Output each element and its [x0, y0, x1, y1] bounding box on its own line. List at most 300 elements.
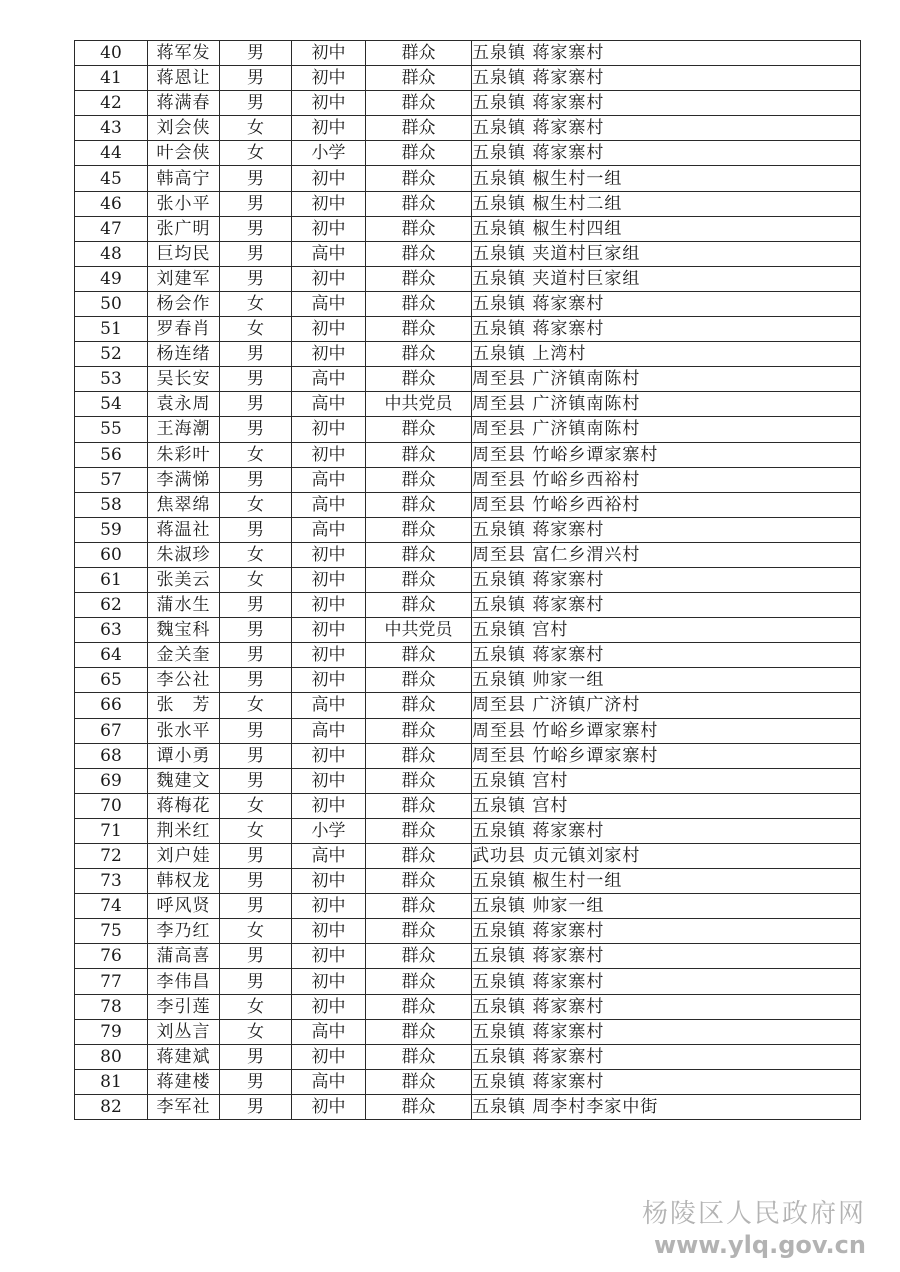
- cell-name: 韩权龙: [148, 869, 220, 894]
- cell-number: 54: [75, 392, 148, 417]
- cell-name: 朱彩叶: [148, 442, 220, 467]
- table-row: [75, 643, 861, 668]
- cell-gender: 女: [220, 542, 292, 567]
- table-row: [75, 994, 861, 1019]
- cell-education: 初中: [292, 567, 366, 592]
- cell-education: 高中: [292, 844, 366, 869]
- cell-number: 76: [75, 944, 148, 969]
- cell-political-status: 群众: [366, 417, 472, 442]
- cell-name: 蒋建斌: [148, 1044, 220, 1069]
- cell-gender: 男: [220, 342, 292, 367]
- cell-education: 高中: [292, 291, 366, 316]
- cell-education: 初中: [292, 919, 366, 944]
- cell-address: 周至县 竹峪乡谭家寨村: [472, 718, 861, 743]
- cell-number: 80: [75, 1044, 148, 1069]
- cell-gender: 女: [220, 793, 292, 818]
- cell-education: 小学: [292, 141, 366, 166]
- cell-political-status: 群众: [366, 442, 472, 467]
- table-row: [75, 66, 861, 91]
- cell-gender: 男: [220, 417, 292, 442]
- cell-address: 周至县 竹峪乡西裕村: [472, 467, 861, 492]
- cell-gender: 男: [220, 517, 292, 542]
- cell-education: 高中: [292, 492, 366, 517]
- table-row: [75, 869, 861, 894]
- cell-name: 魏宝科: [148, 618, 220, 643]
- cell-gender: 女: [220, 141, 292, 166]
- table-row: [75, 467, 861, 492]
- cell-address: 五泉镇 蒋家寨村: [472, 116, 861, 141]
- cell-address: 五泉镇 夹道村巨家组: [472, 241, 861, 266]
- cell-name: 蒋温社: [148, 517, 220, 542]
- cell-number: 52: [75, 342, 148, 367]
- cell-name: 蒋梅花: [148, 793, 220, 818]
- cell-political-status: 群众: [366, 1069, 472, 1094]
- cell-address: 五泉镇 夹道村巨家组: [472, 266, 861, 291]
- watermark-url: www.ylq.gov.cn: [653, 1231, 866, 1259]
- cell-gender: 女: [220, 567, 292, 592]
- cell-name: 朱淑珍: [148, 542, 220, 567]
- cell-gender: 女: [220, 818, 292, 843]
- cell-education: 初中: [292, 869, 366, 894]
- cell-address: 五泉镇 蒋家寨村: [472, 517, 861, 542]
- cell-education: 高中: [292, 1019, 366, 1044]
- cell-education: 初中: [292, 91, 366, 116]
- table-row: [75, 768, 861, 793]
- cell-education: 初中: [292, 793, 366, 818]
- cell-education: 初中: [292, 442, 366, 467]
- cell-number: 42: [75, 91, 148, 116]
- cell-political-status: 群众: [366, 542, 472, 567]
- cell-gender: 女: [220, 693, 292, 718]
- cell-political-status: 群众: [366, 768, 472, 793]
- cell-name: 李满悌: [148, 467, 220, 492]
- cell-gender: 男: [220, 467, 292, 492]
- cell-name: 李引莲: [148, 994, 220, 1019]
- cell-number: 41: [75, 66, 148, 91]
- table-row: [75, 166, 861, 191]
- cell-education: 初中: [292, 894, 366, 919]
- cell-political-status: 群众: [366, 517, 472, 542]
- cell-political-status: 群众: [366, 994, 472, 1019]
- cell-name: 张小平: [148, 191, 220, 216]
- cell-education: 初中: [292, 969, 366, 994]
- cell-name: 刘丛言: [148, 1019, 220, 1044]
- table-row: [75, 593, 861, 618]
- cell-education: 初中: [292, 618, 366, 643]
- cell-political-status: 群众: [366, 317, 472, 342]
- site-watermark: [642, 1198, 866, 1260]
- cell-gender: 男: [220, 743, 292, 768]
- cell-gender: 男: [220, 969, 292, 994]
- cell-address: 五泉镇 蒋家寨村: [472, 291, 861, 316]
- cell-political-status: 群众: [366, 1044, 472, 1069]
- cell-political-status: 群众: [366, 191, 472, 216]
- cell-address: 五泉镇 宫村: [472, 618, 861, 643]
- roster-table: [74, 40, 861, 1120]
- cell-address: 五泉镇 蒋家寨村: [472, 41, 861, 66]
- cell-education: 初中: [292, 166, 366, 191]
- table-row: [75, 618, 861, 643]
- cell-gender: 男: [220, 618, 292, 643]
- cell-gender: 男: [220, 91, 292, 116]
- cell-education: 高中: [292, 718, 366, 743]
- cell-address: 五泉镇 上湾村: [472, 342, 861, 367]
- cell-number: 71: [75, 818, 148, 843]
- cell-number: 70: [75, 793, 148, 818]
- cell-address: 五泉镇 帅家一组: [472, 894, 861, 919]
- table-row: [75, 944, 861, 969]
- cell-education: 初中: [292, 417, 366, 442]
- cell-number: 79: [75, 1019, 148, 1044]
- table-row: [75, 191, 861, 216]
- cell-gender: 女: [220, 1019, 292, 1044]
- table-row: [75, 266, 861, 291]
- cell-education: 高中: [292, 693, 366, 718]
- cell-address: 五泉镇 蒋家寨村: [472, 1019, 861, 1044]
- cell-education: 初中: [292, 41, 366, 66]
- cell-political-status: 群众: [366, 141, 472, 166]
- cell-number: 57: [75, 467, 148, 492]
- cell-political-status: 群众: [366, 241, 472, 266]
- cell-gender: 女: [220, 317, 292, 342]
- table-row: [75, 241, 861, 266]
- cell-name: 叶会侠: [148, 141, 220, 166]
- cell-gender: 女: [220, 994, 292, 1019]
- cell-gender: 男: [220, 894, 292, 919]
- cell-gender: 男: [220, 41, 292, 66]
- table-row: [75, 517, 861, 542]
- cell-political-status: 群众: [366, 66, 472, 91]
- cell-political-status: 群众: [366, 166, 472, 191]
- table-row: [75, 1094, 861, 1119]
- cell-political-status: 群众: [366, 844, 472, 869]
- cell-education: 初中: [292, 66, 366, 91]
- cell-education: 小学: [292, 818, 366, 843]
- cell-address: 五泉镇 蒋家寨村: [472, 643, 861, 668]
- cell-address: 五泉镇 蒋家寨村: [472, 818, 861, 843]
- cell-number: 77: [75, 969, 148, 994]
- cell-address: 周至县 富仁乡渭兴村: [472, 542, 861, 567]
- cell-gender: 男: [220, 191, 292, 216]
- cell-education: 初中: [292, 317, 366, 342]
- cell-number: 64: [75, 643, 148, 668]
- cell-political-status: 群众: [366, 467, 472, 492]
- cell-education: 初中: [292, 266, 366, 291]
- cell-address: 五泉镇 蒋家寨村: [472, 593, 861, 618]
- cell-name: 焦翠绵: [148, 492, 220, 517]
- cell-number: 53: [75, 367, 148, 392]
- cell-name: 巨均民: [148, 241, 220, 266]
- cell-address: 五泉镇 蒋家寨村: [472, 1044, 861, 1069]
- cell-education: 初中: [292, 191, 366, 216]
- roster-table-body: [75, 41, 861, 1120]
- cell-name: 蒲高喜: [148, 944, 220, 969]
- cell-address: 周至县 竹峪乡谭家寨村: [472, 743, 861, 768]
- cell-number: 50: [75, 291, 148, 316]
- cell-education: 初中: [292, 542, 366, 567]
- cell-address: 五泉镇 椒生村一组: [472, 166, 861, 191]
- table-row: [75, 116, 861, 141]
- cell-address: 五泉镇 蒋家寨村: [472, 567, 861, 592]
- cell-address: 五泉镇 蒋家寨村: [472, 1069, 861, 1094]
- cell-name: 金关奎: [148, 643, 220, 668]
- cell-education: 高中: [292, 241, 366, 266]
- cell-gender: 男: [220, 266, 292, 291]
- cell-address: 五泉镇 蒋家寨村: [472, 66, 861, 91]
- cell-education: 初中: [292, 342, 366, 367]
- cell-political-status: 群众: [366, 743, 472, 768]
- cell-gender: 男: [220, 869, 292, 894]
- table-row: [75, 844, 861, 869]
- cell-name: 魏建文: [148, 768, 220, 793]
- table-row: [75, 492, 861, 517]
- cell-address: 五泉镇 椒生村一组: [472, 869, 861, 894]
- cell-gender: 男: [220, 241, 292, 266]
- cell-gender: 女: [220, 116, 292, 141]
- cell-address: 五泉镇 蒋家寨村: [472, 969, 861, 994]
- cell-number: 51: [75, 317, 148, 342]
- table-row: [75, 317, 861, 342]
- table-row: [75, 91, 861, 116]
- table-row: [75, 542, 861, 567]
- document-page: [74, 40, 860, 1120]
- cell-gender: 男: [220, 216, 292, 241]
- cell-address: 五泉镇 宫村: [472, 793, 861, 818]
- cell-name: 刘会侠: [148, 116, 220, 141]
- cell-address: 五泉镇 宫村: [472, 768, 861, 793]
- cell-political-status: 群众: [366, 342, 472, 367]
- cell-education: 高中: [292, 367, 366, 392]
- cell-political-status: 群众: [366, 492, 472, 517]
- cell-political-status: 群众: [366, 567, 472, 592]
- cell-political-status: 群众: [366, 1019, 472, 1044]
- cell-number: 44: [75, 141, 148, 166]
- cell-number: 67: [75, 718, 148, 743]
- cell-number: 62: [75, 593, 148, 618]
- cell-education: 初中: [292, 768, 366, 793]
- cell-gender: 男: [220, 643, 292, 668]
- cell-gender: 男: [220, 668, 292, 693]
- cell-name: 李乃红: [148, 919, 220, 944]
- cell-gender: 男: [220, 1094, 292, 1119]
- cell-number: 81: [75, 1069, 148, 1094]
- cell-name: 张广明: [148, 216, 220, 241]
- cell-name: 李公社: [148, 668, 220, 693]
- cell-gender: 女: [220, 919, 292, 944]
- cell-address: 五泉镇 周李村李家中街: [472, 1094, 861, 1119]
- cell-number: 66: [75, 693, 148, 718]
- cell-gender: 男: [220, 768, 292, 793]
- cell-number: 82: [75, 1094, 148, 1119]
- cell-education: 初中: [292, 668, 366, 693]
- cell-gender: 女: [220, 442, 292, 467]
- cell-education: 初中: [292, 116, 366, 141]
- cell-name: 蒋满春: [148, 91, 220, 116]
- table-row: [75, 41, 861, 66]
- cell-name: 杨会作: [148, 291, 220, 316]
- cell-address: 武功县 贞元镇刘家村: [472, 844, 861, 869]
- cell-number: 75: [75, 919, 148, 944]
- cell-political-status: 群众: [366, 693, 472, 718]
- cell-name: 蒋建楼: [148, 1069, 220, 1094]
- cell-number: 40: [75, 41, 148, 66]
- cell-number: 68: [75, 743, 148, 768]
- cell-name: 荆米红: [148, 818, 220, 843]
- table-row: [75, 1019, 861, 1044]
- table-row: [75, 793, 861, 818]
- table-row: [75, 743, 861, 768]
- cell-political-status: 群众: [366, 894, 472, 919]
- cell-address: 五泉镇 椒生村二组: [472, 191, 861, 216]
- cell-address: 五泉镇 蒋家寨村: [472, 919, 861, 944]
- cell-education: 初中: [292, 944, 366, 969]
- cell-gender: 男: [220, 367, 292, 392]
- cell-address: 周至县 竹峪乡西裕村: [472, 492, 861, 517]
- cell-gender: 男: [220, 844, 292, 869]
- cell-gender: 男: [220, 593, 292, 618]
- cell-number: 49: [75, 266, 148, 291]
- cell-number: 43: [75, 116, 148, 141]
- cell-number: 65: [75, 668, 148, 693]
- cell-name: 张 芳: [148, 693, 220, 718]
- cell-gender: 男: [220, 718, 292, 743]
- cell-number: 63: [75, 618, 148, 643]
- cell-name: 杨连绪: [148, 342, 220, 367]
- cell-number: 59: [75, 517, 148, 542]
- cell-gender: 女: [220, 291, 292, 316]
- table-row: [75, 367, 861, 392]
- cell-name: 吴长安: [148, 367, 220, 392]
- cell-name: 罗春肖: [148, 317, 220, 342]
- cell-political-status: 群众: [366, 593, 472, 618]
- cell-number: 47: [75, 216, 148, 241]
- table-row: [75, 1069, 861, 1094]
- cell-name: 韩高宁: [148, 166, 220, 191]
- cell-gender: 男: [220, 1044, 292, 1069]
- cell-gender: 男: [220, 1069, 292, 1094]
- cell-political-status: 群众: [366, 944, 472, 969]
- cell-political-status: 群众: [366, 668, 472, 693]
- cell-name: 王海潮: [148, 417, 220, 442]
- table-row: [75, 718, 861, 743]
- cell-name: 袁永周: [148, 392, 220, 417]
- cell-name: 李军社: [148, 1094, 220, 1119]
- cell-name: 呼风贤: [148, 894, 220, 919]
- table-row: [75, 417, 861, 442]
- cell-political-status: 群众: [366, 116, 472, 141]
- cell-number: 61: [75, 567, 148, 592]
- table-row: [75, 668, 861, 693]
- cell-political-status: 群众: [366, 367, 472, 392]
- cell-gender: 男: [220, 944, 292, 969]
- cell-name: 张水平: [148, 718, 220, 743]
- cell-number: 55: [75, 417, 148, 442]
- cell-gender: 女: [220, 492, 292, 517]
- cell-education: 初中: [292, 593, 366, 618]
- table-row: [75, 342, 861, 367]
- table-row: [75, 141, 861, 166]
- cell-number: 72: [75, 844, 148, 869]
- cell-number: 48: [75, 241, 148, 266]
- cell-address: 周至县 竹峪乡谭家寨村: [472, 442, 861, 467]
- cell-address: 周至县 广济镇南陈村: [472, 367, 861, 392]
- cell-political-status: 群众: [366, 969, 472, 994]
- cell-education: 初中: [292, 1044, 366, 1069]
- cell-number: 73: [75, 869, 148, 894]
- cell-number: 60: [75, 542, 148, 567]
- cell-gender: 男: [220, 66, 292, 91]
- cell-name: 蒋恩让: [148, 66, 220, 91]
- table-row: [75, 818, 861, 843]
- table-row: [75, 442, 861, 467]
- cell-address: 五泉镇 椒生村四组: [472, 216, 861, 241]
- cell-address: 周至县 广济镇南陈村: [472, 417, 861, 442]
- cell-address: 五泉镇 蒋家寨村: [472, 91, 861, 116]
- cell-address: 五泉镇 蒋家寨村: [472, 944, 861, 969]
- cell-number: 78: [75, 994, 148, 1019]
- table-row: [75, 392, 861, 417]
- cell-name: 刘户娃: [148, 844, 220, 869]
- cell-address: 五泉镇 蒋家寨村: [472, 317, 861, 342]
- cell-education: 初中: [292, 643, 366, 668]
- cell-education: 高中: [292, 1069, 366, 1094]
- table-row: [75, 919, 861, 944]
- cell-political-status: 群众: [366, 818, 472, 843]
- cell-education: 高中: [292, 517, 366, 542]
- cell-name: 蒋军发: [148, 41, 220, 66]
- cell-name: 谭小勇: [148, 743, 220, 768]
- cell-education: 高中: [292, 467, 366, 492]
- cell-name: 张美云: [148, 567, 220, 592]
- cell-education: 初中: [292, 1094, 366, 1119]
- cell-political-status: 群众: [366, 216, 472, 241]
- cell-name: 刘建军: [148, 266, 220, 291]
- cell-number: 56: [75, 442, 148, 467]
- cell-gender: 男: [220, 166, 292, 191]
- cell-number: 74: [75, 894, 148, 919]
- cell-number: 46: [75, 191, 148, 216]
- table-row: [75, 1044, 861, 1069]
- cell-political-status: 群众: [366, 643, 472, 668]
- table-row: [75, 894, 861, 919]
- cell-address: 周至县 广济镇广济村: [472, 693, 861, 718]
- cell-education: 初中: [292, 743, 366, 768]
- cell-number: 69: [75, 768, 148, 793]
- cell-political-status: 中共党员: [366, 392, 472, 417]
- table-row: [75, 216, 861, 241]
- cell-political-status: 群众: [366, 41, 472, 66]
- cell-education: 高中: [292, 392, 366, 417]
- cell-number: 58: [75, 492, 148, 517]
- cell-political-status: 群众: [366, 793, 472, 818]
- watermark-site-name: 杨陵区人民政府网: [641, 1199, 866, 1229]
- cell-political-status: 群众: [366, 91, 472, 116]
- cell-address: 五泉镇 蒋家寨村: [472, 141, 861, 166]
- cell-political-status: 中共党员: [366, 618, 472, 643]
- cell-education: 初中: [292, 994, 366, 1019]
- table-row: [75, 969, 861, 994]
- cell-name: 蒲水生: [148, 593, 220, 618]
- table-row: [75, 693, 861, 718]
- cell-political-status: 群众: [366, 266, 472, 291]
- cell-gender: 男: [220, 392, 292, 417]
- cell-address: 五泉镇 帅家一组: [472, 668, 861, 693]
- cell-political-status: 群众: [366, 919, 472, 944]
- table-row: [75, 291, 861, 316]
- cell-political-status: 群众: [366, 1094, 472, 1119]
- cell-education: 初中: [292, 216, 366, 241]
- cell-number: 45: [75, 166, 148, 191]
